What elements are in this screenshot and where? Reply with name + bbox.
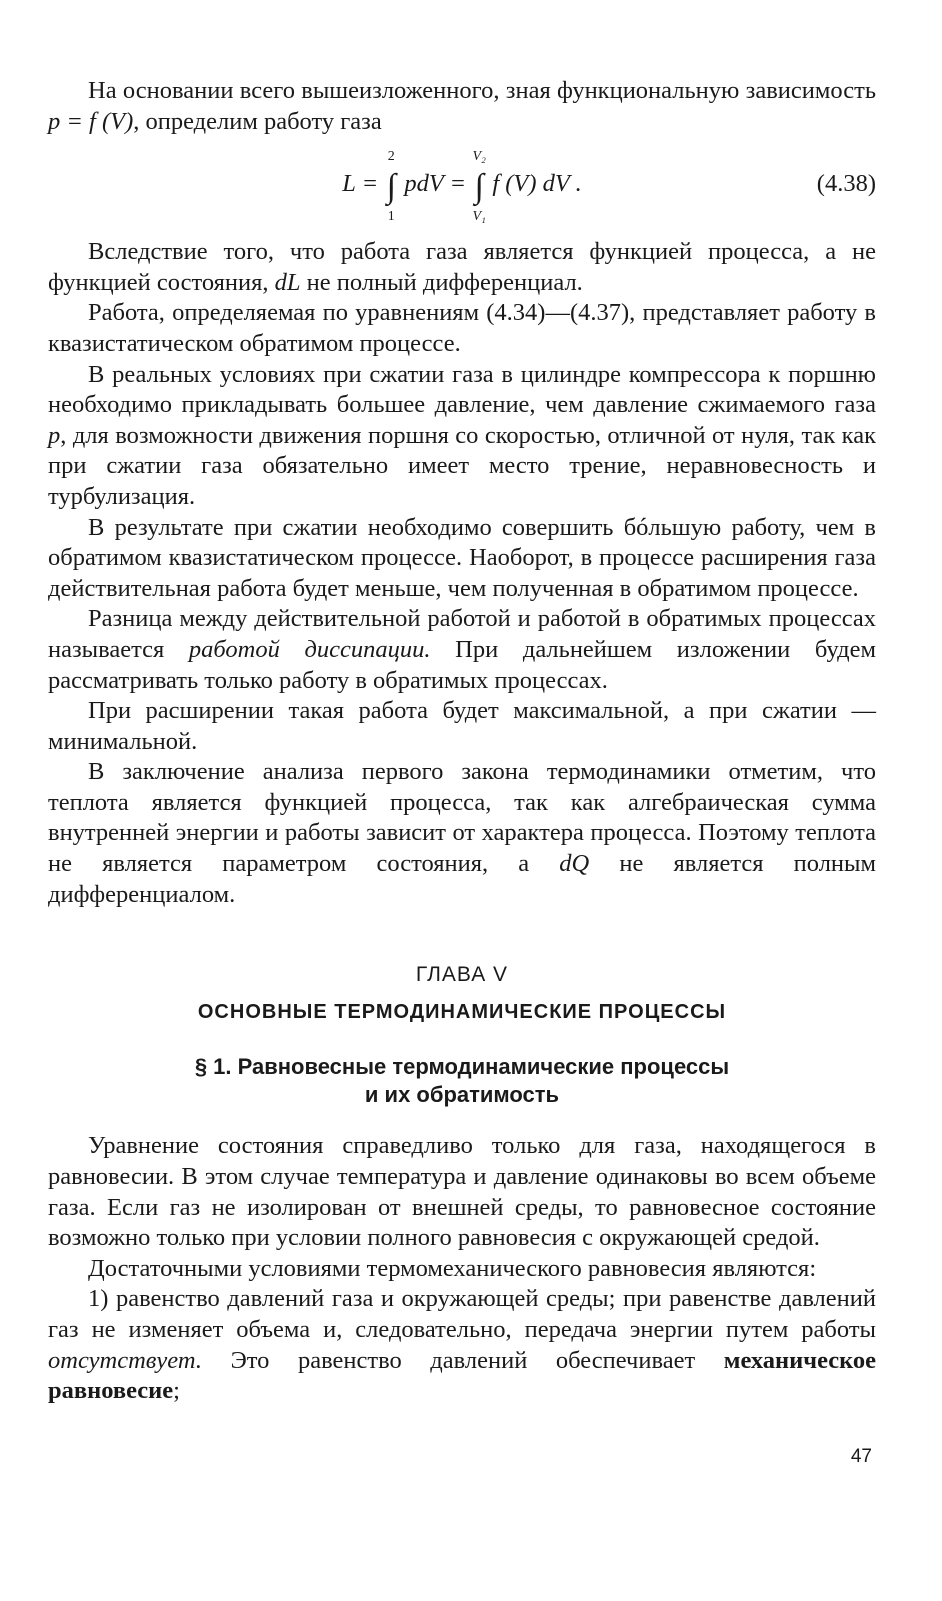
paragraph-5: В результате при сжатии необходимо совершить бóльшую работу, чем в обратимом квазистатическом процессе. Наоборот, в процессе расширения газа действительная работа будет меньше, чем полученная в обратимом процессе. xyxy=(48,513,876,602)
paragraph-4: В реальных условиях при сжатии газа в цилиндре компрессора к поршню необходимо прикладывать большее давление, чем давление сжимаемого газа p, для возможности движения поршня со скоростью, отличной от нуля, так как при сжатии газа обязательно имеет место трение, неравновесность и турбулизация. xyxy=(48,360,876,510)
chapter-heading: ГЛАВА V xyxy=(415,963,509,987)
paragraph-8: В заключение анализа первого закона термодинамики отметим, что теплота является функцией процесса, так как алгебраическая сумма внутренней энергии и работы зависит от характера процесса. Поэтому теплота не является параметром состояния, а dQ не является полным дифференциалом. xyxy=(48,758,877,908)
formula-4-38 xyxy=(48,143,876,229)
paragraph-9: Уравнение состояния справедливо только для газа, находящегося в равновесии. В этом случае температура и давление одинаковы во всем объеме газа. Если газ не изолирован от внешней среды, то равновесное состояние возможно только при условии полного равновесия с окружающей средой. xyxy=(48,1132,876,1252)
integral-sign: ∫ 2 1 xyxy=(386,149,396,225)
chapter-title: ОСНОВНЫЕ ТЕРМОДИНАМИЧЕСКИЕ ПРОЦЕССЫ xyxy=(197,1000,727,1023)
paragraph-6: Разница между действительной работой и работой в обратимых процессах называется работой диссипации. При дальнейшем изложении будем рассматривать только работу в обратимых процессах. xyxy=(48,605,876,694)
math-inline: p = f (V) xyxy=(48,107,134,135)
paragraph-7: При расширении такая работа будет максимальной, а при сжатии — минимальной. xyxy=(48,697,876,755)
paragraph-2: Вследствие того, что работа газа является функцией процесса, а не функцией состояния, dL не полный дифференциал. xyxy=(48,238,876,296)
page-body xyxy=(48,76,876,1407)
paragraph-3: Работа, определяемая по уравнениям (4.34)—(4.37), представляет работу в квазистатическом обратимом процессе. xyxy=(48,299,876,357)
page-number: 47 xyxy=(850,1446,872,1467)
section-heading: § 1. Равновесные термодинамические процессы и их обратимость xyxy=(194,1054,730,1108)
paragraph-10: Достаточными условиями термомеханического равновесия являются: xyxy=(88,1254,817,1282)
paragraph-11: 1) равенство давлений газа и окружающей среды; при равенстве давлений газ не изменяет объема и, следовательно, передача энергии путем работы отсутствует. Это равенство давлений обеспечивает механическое равновесие; xyxy=(48,1285,877,1405)
formula-number: (4.38) xyxy=(816,170,876,198)
paragraph-1: На основании всего вышеизложенного, зная функциональную зависимость p = f (V), определим работу газа xyxy=(48,77,876,135)
formula-expression: L = ∫ 2 1 pdV = ∫ V₂ V₁ f (V) dV . xyxy=(342,149,582,225)
integral-sign: ∫ V₂ V₁ xyxy=(472,149,486,225)
